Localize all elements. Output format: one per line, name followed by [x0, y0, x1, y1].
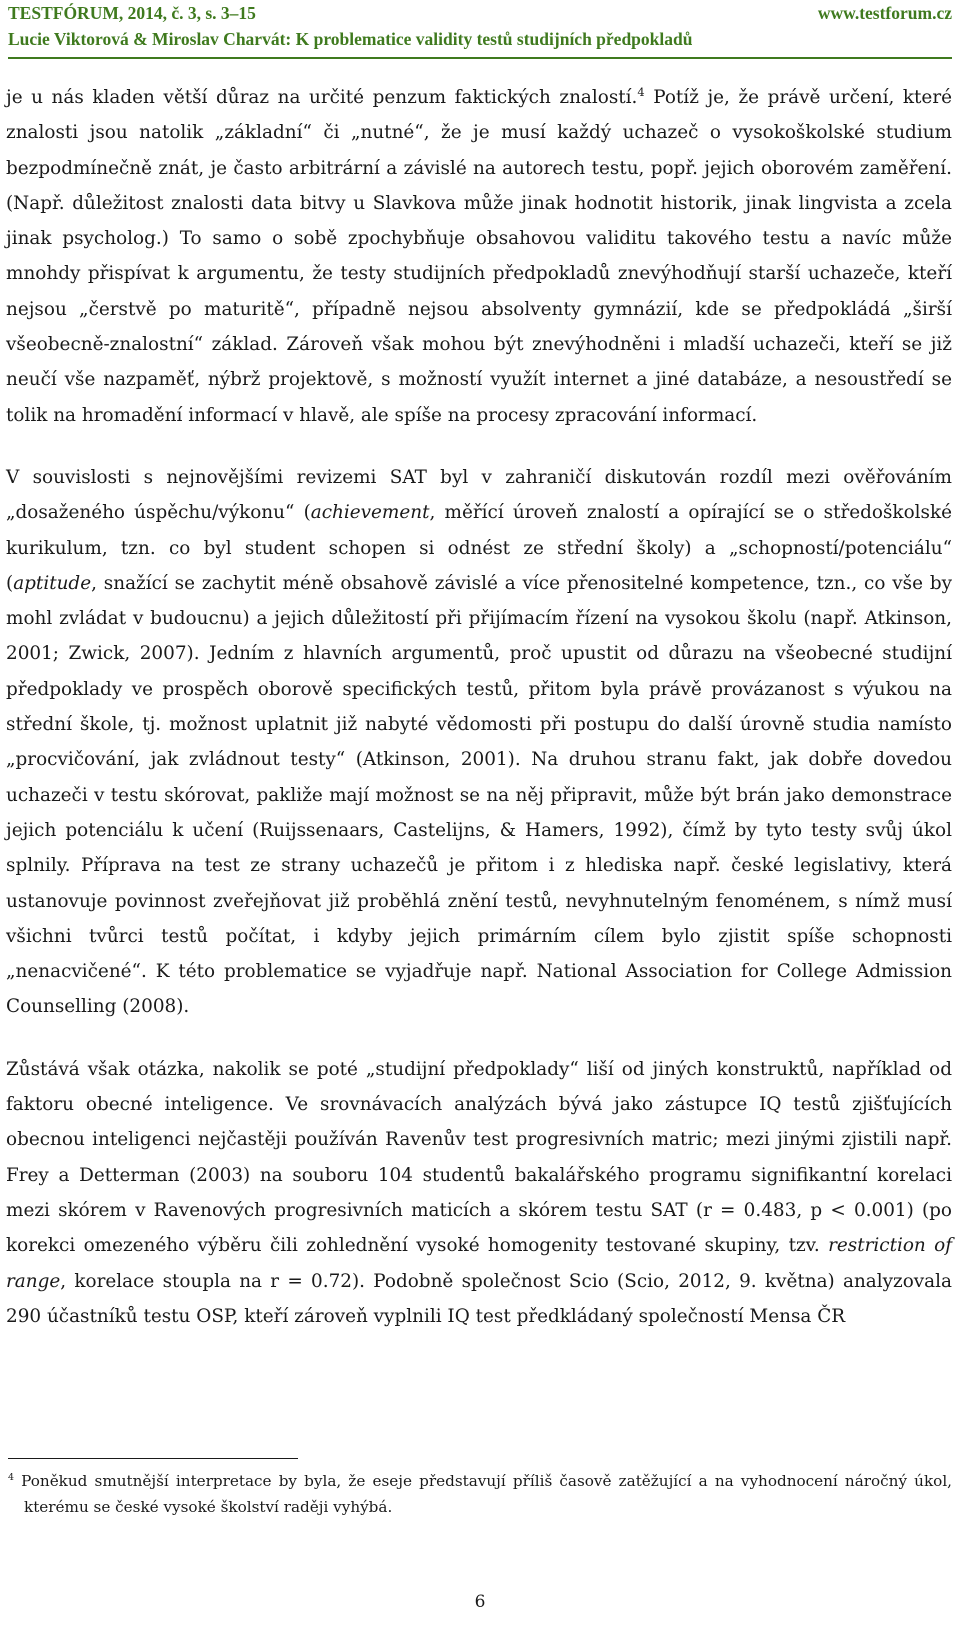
footnote [8, 1468, 952, 1520]
page-number: 6 [474, 1592, 486, 1612]
main-text [6, 80, 952, 1334]
paragraph-2: V souvislosti s nejnovějšími revizemi SAT byl v zahraničí diskutován rozdíl mezi ověřováním „dosaženého úspěchu/výkonu“ (achievement, měřící úroveň znalostí a opírající se o středoškolské kurikulum, tzn. co byl student schopen si odnést ze střední školy) a „schopností/potenciálu“ (aptitude, snažící se zachytit méně obsahově závislé a více přenositelné kompetence, tzn., co vše by mohl zvládat v budoucnu) a jejich důležitostí při přijímacím řízení na vysokou školu (např. Atkinson, 2001; Zwick, 2007). Jedním z hlavních argumentů, proč upustit od důrazu na všeobecné studijní předpoklady ve prospěch oborově specifických testů, přitom byla právě provázanost s výukou na střední škole, tj. možnost uplatnit již nabyté vědomosti při postupu do další úrovně studia namísto „procvičování, jak zvládnout testy“ (Atkinson, 2001). Na druhou stranu fakt, jak dobře dovedou uchazeči v testu skórovat, pakliže mají možnost se na něj připravit, může být brán jako demonstrace jejich potenciálu k učení (Ruijssenaars, Castelijns, & Hamers, 1992), čímž by tyto testy svůj úkol splnily. Příprava na test ze strany uchazečů je přitom i z hlediska např. české legislativy, která ustanovuje povinnost zveřejňovat již proběhlá znění testů, nevyhnutelným fenoménem, s nímž musí všichni tvůrci testů počítat, i kdyby jejich primárním cílem bylo zjistit spíše schopnosti „nenacvičené“. K této problematice se vyjadřuje např. National Association for College Admission Counselling (2008). [6, 466, 952, 1018]
footnote-text: Poněkud smutnější interpretace by byla, že eseje představují příliš časově zatěžující a na vyhodnocení náročný úkol, kterému se české vysoké školství raději vyhýbá. [14, 1472, 952, 1516]
footnote-reference: 4 [637, 84, 645, 99]
footnote-divider [8, 1458, 298, 1459]
journal-citation: TESTFÓRUM, 2014, č. 3, s. 3–15 [8, 3, 256, 23]
journal-website: www.testforum.cz [817, 3, 952, 23]
article-authors-title: Lucie Viktorová & Miroslav Charvát: K problematice validity testů studijních předpokladů [8, 29, 693, 49]
header-top-row [8, 0, 952, 26]
header-divider [8, 57, 952, 59]
running-header [8, 0, 952, 52]
paragraph-1: je u nás kladen větší důraz na určité penzum faktických znalostí.$^4$ Potíž je, že právě určení, které znalosti jsou natolik „základní“ či „nutné“, že je musí každý uchazeč o vysokoškolské studium bezpodmínečně znát, je často arbitrární a závislé na autorech testu, popř. jejich oborovém zaměření. (Např. důležitost znalosti data bitvy u Slavkova může jinak hodnotit historik, jinak lingvista a zcela jinak psycholog.) To samo o sobě zpochybňuje obsahovou validitu takového testu a navíc může mnohdy přispívat k argumentu, že testy studijních předpokladů znevýhodňují starší uchazeče, kteří nejsou „čerstvě po maturitě“, případně nejsou absolventy gymnázií, kde se předpokládá „širší všeobecně-znalostní“ základ. Zároveň však mohou být znevýhodněni i mladší uchazeči, kteří se již neučí vše nazpaměť, nýbrž projektově, s možností využít internet a jiné databáze, a nesoustředí se tolik na hromadění informací v hlavě, ale spíše na procesy zpracování informací. [6, 84, 952, 426]
term-achievement: achievement [310, 502, 430, 524]
paragraph-3: Zůstává však otázka, nakolik se poté „studijní předpoklady“ liší od jiných konstruktů, například od faktoru obecné inteligence. Ve srovnávacích analýzách bývá jako zástupce IQ testů zjišťujících obecnou inteligenci nejčastěji používán Ravenův test progresivních matric; mezi jinými zjistili např. Frey a Detterman (2003) na souboru 104 studentů bakalářského programu signifikantní korelaci mezi skórem v Ravenových progresivních maticích a skórem testu SAT (r = 0.483, p < 0.001) (po korekci omezeného výběru čili zohlednění vysoké homogenity testované skupiny, tzv. restriction of range, korelace stoupla na r = 0.72). Podobně společnost Scio (Scio, 2012, 9. května) analyzovala 290 účastníků testu OSP, kteří zároveň vyplnili IQ test předkládaný společností Mensa ČR [6, 1058, 952, 1327]
term-restriction-of-range: restriction of range [6, 1235, 952, 1292]
header-article-row [8, 26, 952, 52]
term-aptitude: aptitude [13, 572, 92, 594]
footnote-marker: 4 [8, 1471, 14, 1483]
